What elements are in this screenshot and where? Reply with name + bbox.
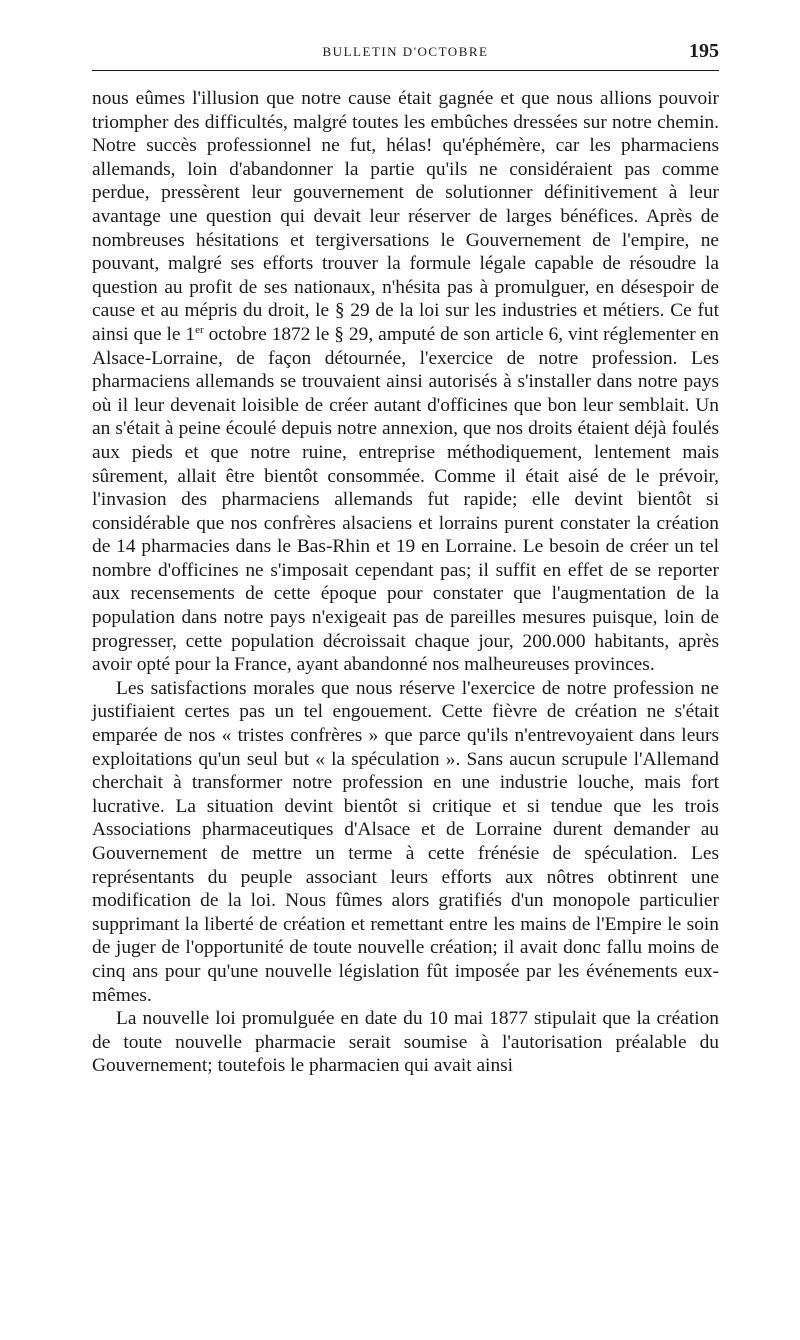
paragraph-1 [92,87,719,677]
running-title: BULLETIN D'OCTOBRE [322,44,489,59]
paragraph-1-text: nous eûmes l'illusion que notre cause était gagnée et que nous allions pouvoir triompher des difficultés, malgré toutes les embûches dressées sur notre chemin. Notre succès professionnel ne fut, hélas! qu'éphémère, car les pharmaciens allemands, loin d'abandonner la partie qu'ils ne considéraient pas comme perdue, pressèrent leur gouvernement de solutionner définitivement à leur avantage une question qui devait leur réserver de larges bénéfices. Après de nombreuses hésitations et tergiversations le Gouvernement de l'empire, ne pouvant, malgré ses efforts trouver la formule légale capable de résoudre la question au profit de ses nationaux, n'hésita pas à promulguer, en désespoir de cause et au mépris du droit, le § 29 de la loi sur les industries et métiers. Ce fut ainsi que le 1 [92,88,719,345]
book-page [92,40,719,1078]
paragraph-3: La nouvelle loi promulguée en date du 10 mai 1877 stipulait que la création de toute nouvelle pharmacie serait soumise à l'autorisation préalable du Gouvernement; toutefois le pharmacien qui avait ainsi [92,1008,719,1077]
paragraph-2: Les satisfactions morales que nous réserve l'exercice de notre profession ne justifiaient certes pas un tel engouement. Cette fièvre de création ne s'était emparée de nos « tristes confrères » que parce qu'ils n'entrevoyaient dans leurs exploitations qu'un seul but « la spéculation ». Sans aucun scrupule l'Allemand cherchait à transformer notre profession en une industrie louche, mais fort lucrative. La situation devint bientôt si critique et si tendue que les trois Associations pharmaceutiques d'Alsace et de Lorraine durent demander au Gouvernement de mettre un terme à cette frénésie de spéculation. Les représentants du peuple associant leurs efforts aux nôtres obtinrent une modification de la loi. Nous fûmes alors gratifiés d'un monopole particulier supprimant la liberté de création et remettant entre les mains de l'Empire le soin de juger de l'opportunité de toute nouvelle création; il avait donc fallu moins de cinq ans pour qu'une nouvelle législation fût imposée par les événements eux-mêmes. [92,677,719,1006]
ordinal-superscript: er [195,323,204,336]
body-text [92,87,719,1078]
page-header [92,40,719,70]
header-rule [92,70,719,71]
page-number: 195 [689,40,719,62]
paragraph-1-text-continued: octobre 1872 le § 29, amputé de son article 6, vint réglementer en Alsace-Lorraine, de façon détournée, l'exercice de notre profession. Les pharmaciens allemands se trouvaient ainsi autorisés à s'installer dans notre pays où il leur devenait loisible de créer autant d'officines que bon leur semblait. Un an s'était à peine écoulé depuis notre annexion, que nos droits étaient déjà foulés aux pieds et que notre ruine, entreprise méthodiquement, lentement mais sûrement, allait être bientôt consommée. Comme il était aisé de le prévoir, l'invasion des pharmaciens allemands fut rapide; elle devint bientôt si considérable que nos confrères alsaciens et lorrains purent constater la création de 14 pharmacies dans le Bas-Rhin et 19 en Lorraine. Le besoin de créer un tel nombre d'officines ne s'imposait cependant pas; il suffit en effet de se reporter aux recensements de cette époque pour constater que l'augmentation de la population dans notre pays n'exigeait pas de pareilles mesures puisque, loin de progresser, cette population décroissait chaque jour, 200.000 habitants, après avoir opté pour la France, ayant abandonné nos malheureuses provinces. [92,323,719,676]
